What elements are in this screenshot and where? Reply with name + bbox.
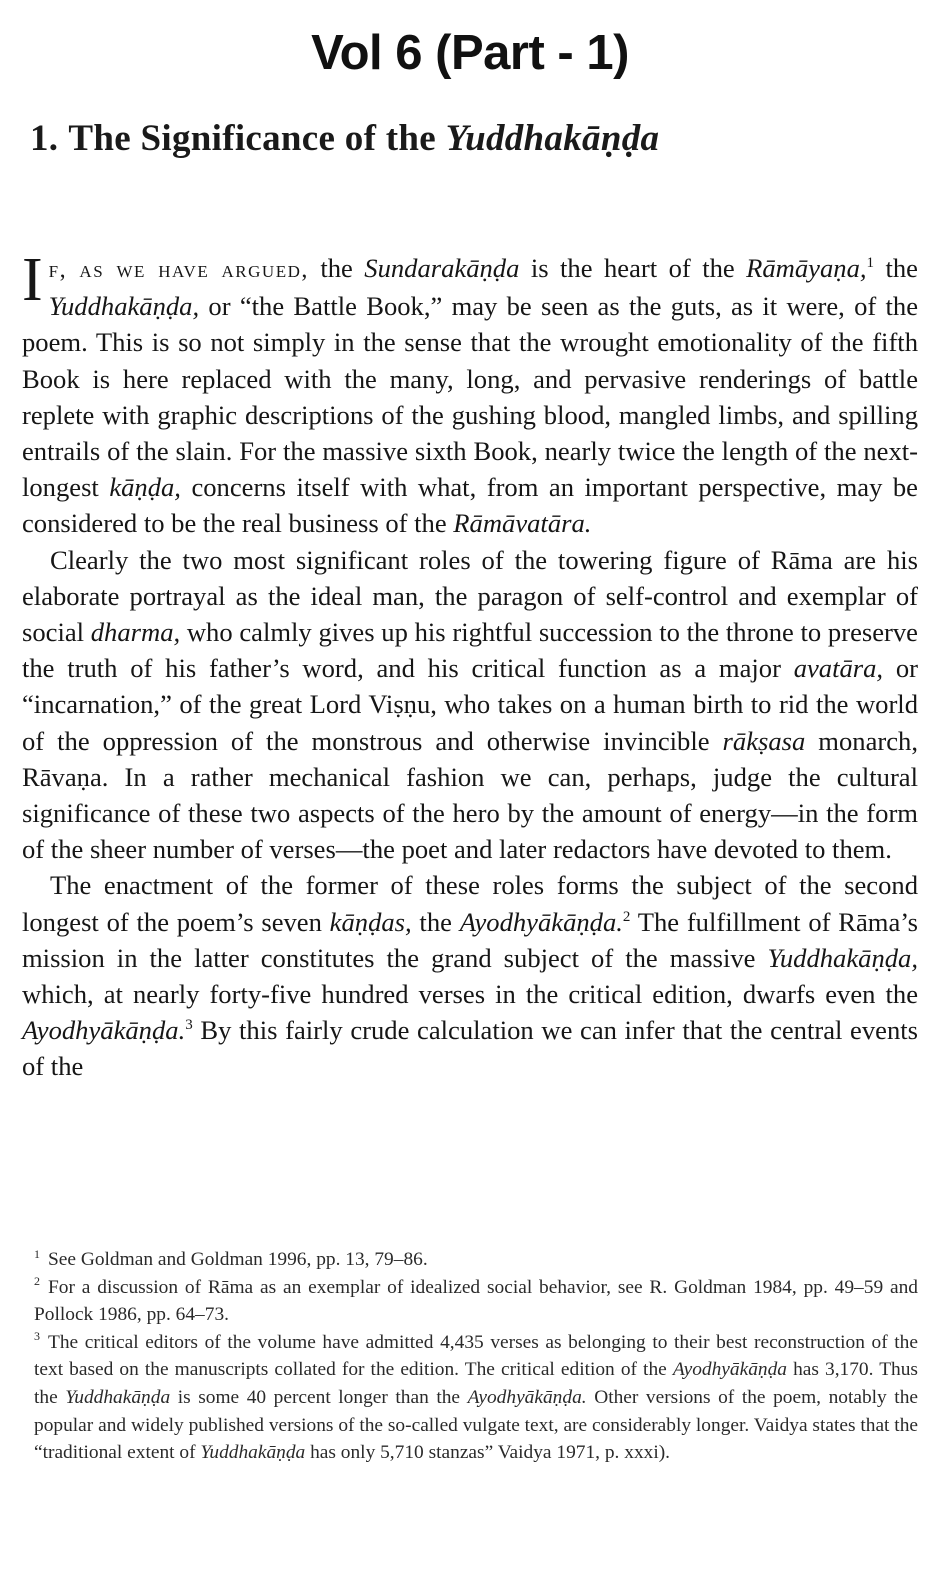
footnote-text: Other versions of the poem, notably the popular and widely published versions of the so-called vulgate text, are considerably longer. Vaidya states that the “traditional extent of bbox=[34, 1386, 918, 1464]
body-text bbox=[22, 246, 919, 1085]
italic-term: Ayodhyākāṇḍa bbox=[672, 1359, 787, 1381]
italic-term: rākṣasa bbox=[722, 725, 806, 756]
paragraph-3 bbox=[22, 867, 918, 1084]
italic-term: Rāmāvatāra. bbox=[453, 508, 592, 539]
text-run: By this fairly crude calculation we can infer that the central events of the bbox=[22, 1015, 918, 1082]
text-run: the bbox=[874, 253, 918, 283]
text-run: The enactment of the former of these roles forms the subject of the second longest of the poem’s seven bbox=[22, 870, 918, 937]
italic-term: Yuddhakāṇḍa bbox=[65, 1386, 171, 1408]
footnote-text: is some 40 percent longer than the bbox=[170, 1386, 468, 1408]
paragraph-1 bbox=[22, 246, 918, 542]
footnote-text: has only 5,710 stanzas” Vaidya 1971, p. xxxi). bbox=[305, 1442, 671, 1464]
italic-term: kāṇḍa, bbox=[109, 472, 181, 503]
italic-term: Yuddhakāṇḍa bbox=[200, 1442, 306, 1464]
text-run: the bbox=[411, 906, 460, 937]
text-run: or “incarnation,” of the great Lord Viṣṇu, who takes on a human birth to rid the world of the oppression of the monstrous and otherwise invincible bbox=[22, 653, 918, 756]
footnote-2 bbox=[34, 1274, 918, 1329]
italic-term: Ayodhyākāṇḍa. bbox=[459, 906, 623, 937]
footnote-ref-1[interactable]: 1 bbox=[866, 255, 875, 272]
footnote-text: The critical editors of the volume have admitted 4,435 verses as belonging to their best reconstruction of the text based on the manuscripts collated for the edition. The critical edition of the bbox=[34, 1331, 918, 1381]
text-run: The fulfillment of Rāma’s mission in the latter constitutes the grand subject of the massive bbox=[22, 906, 919, 973]
italic-term: Sundarakāṇḍa bbox=[364, 253, 520, 283]
text-run: Clearly the two most significant roles of the towering figure of Rāma are his elaborate portrayal as the ideal man, the paragon of self-control and exemplar of social bbox=[22, 544, 918, 648]
italic-term: Ayodhyākāṇḍa. bbox=[467, 1386, 587, 1408]
chapter-title-text: The Significance of the bbox=[68, 118, 436, 159]
footnote-3 bbox=[34, 1329, 918, 1467]
italic-term: Yuddhakāṇḍa, bbox=[48, 291, 200, 322]
text-run: or “the Battle Book,” may be seen as the guts, as it were, of the poem. This is so not simply in the sense that the wrought emotionality of the fifth Book is here replaced with the many, long, and pervasive renderings of battle replete with graphic descriptions of the gushing blood, mangled limbs, and spilling entrails of the slain. For the massive sixth Book, nearly twice the length of the next-longest bbox=[22, 291, 918, 503]
drop-cap: I bbox=[22, 246, 43, 314]
chapter-title-italic: Yuddhakāṇḍa bbox=[445, 118, 660, 159]
volume-title: Vol 6 (Part - 1) bbox=[311, 26, 629, 80]
footnote-1 bbox=[34, 1246, 918, 1274]
footnotes bbox=[34, 1246, 918, 1467]
italic-term: avatāra, bbox=[793, 653, 884, 684]
footnote-marker: 2 bbox=[34, 1274, 40, 1289]
paragraph-2 bbox=[22, 542, 918, 868]
chapter-title bbox=[22, 84, 918, 162]
text-run: monarch, Rāvaṇa. In a rather mechanical fashion we can, perhaps, judge the cultural significance of these two aspects of the hero by the amount of energy—in the form of the sheer number of verses—the poet and later redactors have devoted to them. bbox=[22, 725, 918, 865]
italic-term: kāṇḍas, bbox=[329, 906, 412, 937]
italic-term: Yuddhakāṇḍa, bbox=[767, 942, 918, 973]
text-run: which, at nearly forty-five hundred verses in the critical edition, dwarfs even the bbox=[22, 979, 918, 1010]
italic-term: Rāmāyaṇa, bbox=[746, 253, 867, 283]
text-run: who calmly gives up his rightful succession to the throne to preserve the truth of his father’s word, and his critical function as a major bbox=[22, 617, 918, 684]
footnote-text: For a discussion of Rāma as an exemplar of idealized social behavior, see R. Goldman 1984, pp. 49–59 and Pollock 1986, pp. 64–73. bbox=[34, 1276, 918, 1326]
text-run: the bbox=[308, 253, 365, 283]
footnote-text: has 3,170. Thus the bbox=[34, 1359, 918, 1408]
italic-term: Ayodhyākāṇḍa. bbox=[22, 1015, 186, 1046]
text-run: concerns itself with what, from an important perspective, may be considered to be the real business of the bbox=[22, 472, 918, 539]
small-caps-opening: f, as we have argued, bbox=[48, 257, 309, 283]
footnote-marker: 3 bbox=[34, 1329, 40, 1344]
text-run: is the heart of the bbox=[519, 253, 747, 283]
chapter-number: 1. bbox=[30, 118, 59, 159]
italic-term: dharma, bbox=[90, 617, 181, 648]
footnote-text: See Goldman and Goldman 1996, pp. 13, 79–86. bbox=[48, 1249, 428, 1270]
footnote-marker: 1 bbox=[34, 1246, 40, 1261]
footnote-ref-3[interactable]: 3 bbox=[185, 1017, 193, 1034]
footnote-ref-2[interactable]: 2 bbox=[622, 908, 631, 925]
